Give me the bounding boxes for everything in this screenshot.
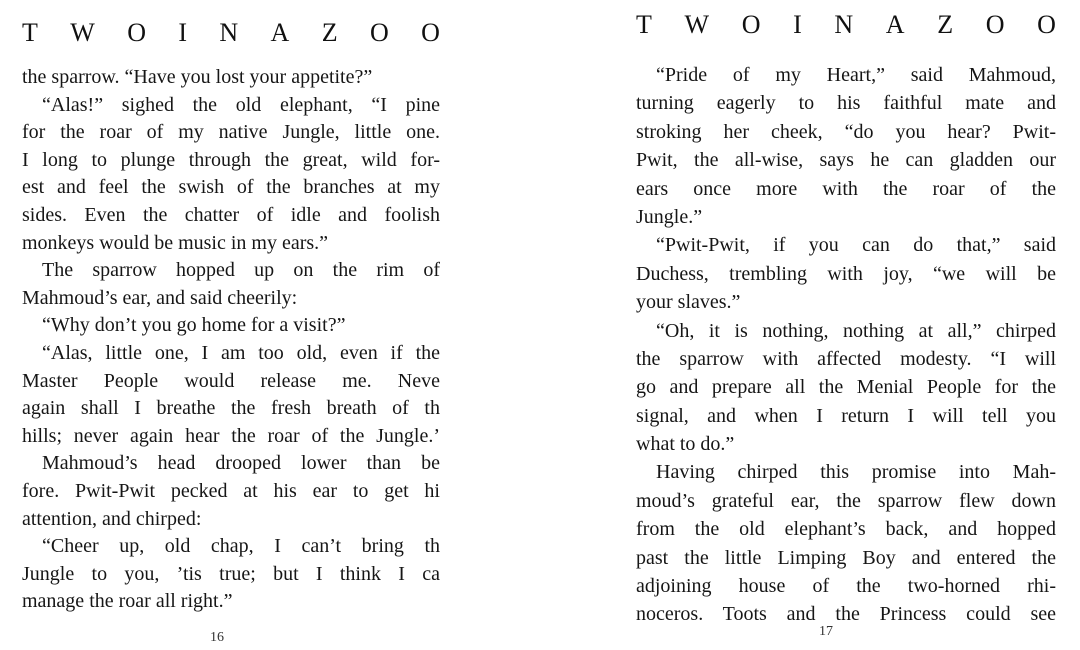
running-head-letter: T [22, 18, 38, 47]
running-head-letter: O [985, 10, 1005, 39]
text-line: for the roar of my native Jungle, little one. [22, 121, 440, 144]
text-line: “Oh, it is nothing, nothing at all,” chirped [656, 319, 1056, 342]
text-line: est and feel the swish of the branches at my [22, 176, 440, 199]
body-text [636, 61, 1056, 629]
running-head-letter: O [369, 18, 389, 47]
text-line: Mahmoud’s ear, and said cheerily: [22, 286, 298, 309]
running-head-letter: Z [937, 10, 954, 39]
text-line: Jungle.” [636, 205, 703, 228]
text-line: adjoining house of the two-horned rhi- [636, 575, 1056, 598]
text-line: moud’s grateful ear, the sparrow flew down [636, 489, 1056, 512]
running-head-letter: O [741, 10, 761, 39]
text-line: Duchess, trembling with joy, “we will be [636, 262, 1056, 285]
text-line: “Why don’t you go home for a visit?” [42, 314, 346, 337]
text-line: Mahmoud’s head drooped lower than be [42, 452, 440, 475]
text-line: stroking her cheek, “do you hear? Pwit- [636, 120, 1056, 143]
text-line: turning eagerly to his faithful mate and [636, 92, 1056, 115]
running-head-letter: N [834, 10, 854, 39]
running-head-letter: A [270, 18, 290, 47]
body-text [22, 64, 440, 616]
text-line: “Alas!” sighed the old elephant, “I pine [42, 93, 440, 116]
running-head-letter: I [178, 18, 188, 47]
text-line: Pwit, the all-wise, says he can gladden our [636, 149, 1056, 172]
left-page [22, 0, 440, 650]
running-head-letter: O [127, 18, 146, 47]
text-line: monkeys would be music in my ears.” [22, 231, 329, 254]
running-head-letter: I [793, 10, 802, 39]
running-head-letter: O [421, 18, 440, 47]
page-number: 16 [210, 630, 224, 645]
text-line: “Pride of my Heart,” said Mahmoud, [656, 64, 1056, 86]
running-head-letter: N [219, 18, 239, 47]
text-line: what to do.” [636, 433, 735, 456]
running-head-letter: Z [321, 18, 338, 47]
text-line: “Pwit-Pwit, if you can do that,” said [656, 234, 1056, 257]
text-line: Master People would release me. Neve [22, 369, 440, 392]
running-head-letter: W [70, 18, 95, 47]
text-line: Having chirped this promise into Mah- [656, 461, 1056, 484]
running-head-letter: T [636, 10, 652, 39]
text-line: “Cheer up, old chap, I can’t bring th [42, 535, 440, 558]
text-line: hills; never again hear the roar of the Jungle.’ [22, 424, 440, 447]
text-line: manage the roar all right.” [22, 590, 233, 613]
running-head [636, 10, 1056, 40]
text-line: “Alas, little one, I am too old, even if the [42, 341, 440, 364]
text-line: I long to plunge through the great, wild for- [22, 148, 440, 171]
right-page [636, 0, 1056, 650]
text-line: Jungle to you, ’tis true; but I think I ca [22, 562, 440, 585]
text-line: your slaves.” [636, 291, 741, 314]
text-line: the sparrow with affected modesty. “I will [636, 347, 1056, 370]
text-line: the sparrow. “Have you lost your appetite?” [22, 66, 373, 88]
text-line: from the old elephant’s back, and hopped [636, 518, 1056, 541]
text-line: signal, and when I return I will tell you [636, 404, 1056, 427]
text-line: again shall I breathe the fresh breath of th [22, 397, 440, 420]
text-line: fore. Pwit-Pwit pecked at his ear to get hi [22, 479, 440, 502]
running-head-letter: W [684, 10, 710, 39]
text-line: noceros. Toots and the Princess could see [636, 603, 1056, 626]
text-line: go and prepare all the Menial People for the [636, 376, 1056, 399]
text-line: attention, and chirped: [22, 507, 202, 530]
text-line: sides. Even the chatter of idle and foolish [22, 203, 440, 226]
running-head-letter: A [885, 10, 905, 39]
text-line: ears once more with the roar of the [636, 177, 1056, 200]
text-line: past the little Limping Boy and entered the [636, 546, 1056, 569]
page-number: 17 [819, 624, 833, 639]
running-head-letter: O [1037, 10, 1056, 39]
running-head [22, 18, 440, 48]
text-line: The sparrow hopped up on the rim of [42, 259, 440, 282]
